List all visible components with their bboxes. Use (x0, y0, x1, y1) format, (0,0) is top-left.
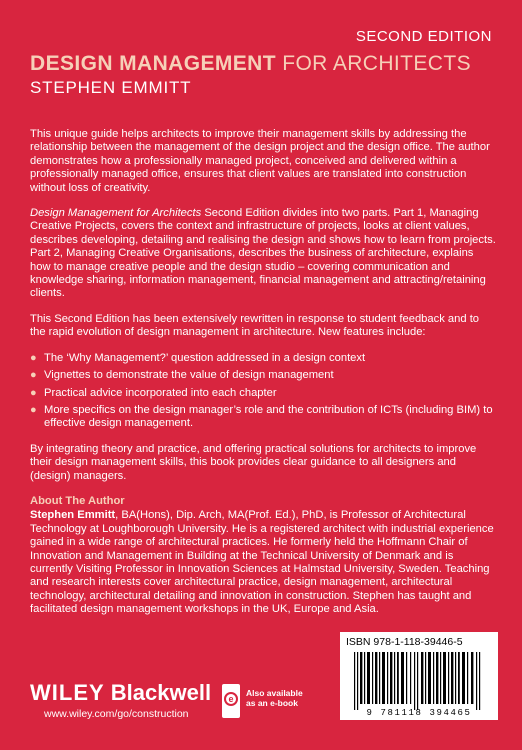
blurb-paragraph-4: By integrating theory and practice, and offering practical solutions for architects to improve their design management skills, this book provides clear guidance to all designers and (design) managers. (30, 442, 477, 482)
blurb-paragraph-3: This Second Edition has been extensively rewritten in response to student feedback and to the rapid evolution of design management in architecture. New features include: (30, 312, 480, 339)
blurb-paragraph-2 (30, 207, 496, 301)
bullet-icon: ● (30, 403, 37, 416)
about-author (30, 495, 496, 617)
list-item (30, 387, 496, 400)
blurb-paragraph-1: This unique guide helps architects to improve their management skills by addressing the relationship between the management of the design project and the design office. The author demonstrates how a professionally managed project, conceived and delivered within a professionally managed office, ensures that client values are translated into construction without loss of creativity. (30, 128, 490, 194)
isbn-box (340, 632, 498, 720)
ebook-note (246, 688, 326, 708)
blurb-title-italic: Design Management for Architects (30, 207, 202, 220)
ebook-icon: e (222, 684, 240, 718)
publisher-url[interactable]: www.wiley.com/go/construction (44, 708, 189, 720)
isbn-text: ISBN 978-1-118-39446-5 (346, 636, 463, 648)
bullet-icon: ● (30, 386, 37, 399)
about-author-bio: , BA(Hons), Dip. Arch, MA(Prof. Ed.), PhD, is Professor of Architectural Technology at Loughborough University. He is a registered architect with industrial experience gained in a wide range of architectural practices. He formerly held the Hoffmann Chair of Innovation and Management in Building at the Technical University of Denmark and is currently Visiting Professor in Innovation Sciences at Halmstad University, Sweden. Teaching and research interests cover architectural practice, design management, architectural technology, architectural detailing and innovation in construction. Stephen has taught and facilitated design management workshops in the UK, Europe and Asia. (30, 509, 494, 616)
blurb (30, 128, 496, 617)
list-item (30, 369, 496, 382)
book-title (30, 52, 471, 76)
publisher-logo (30, 680, 211, 706)
list-item-text: More specifics on the design manager’s role and the contribution of ICTs (including BIM) to effective design management. (44, 403, 493, 430)
blurb-paragraph-2-text: Second Edition divides into two parts. Part 1, Managing Creative Projects, covers the context and infrastructure of projects, looks at client values, describes developing, detailing and realising the design and shows how to learn from projects. Part 2, Managing Creative Organisations, describes the business of architecture, explains how to manage creative people and the design studio – covering communication and knowledge sharing, information management, financial management and attracting/retaining clients. (30, 207, 496, 300)
publisher-wiley: WILEY (30, 680, 105, 705)
ebook-line-2: as an e-book (246, 698, 298, 708)
barcode-number: 9 781118 394465 (366, 708, 472, 718)
bullet-icon: ● (30, 351, 37, 364)
title-light: FOR ARCHITECTS (275, 52, 471, 75)
barcode-icon (350, 652, 488, 710)
author-name: STEPHEN EMMITT (30, 78, 192, 97)
list-item-text: Practical advice incorporated into each chapter (44, 386, 277, 399)
features-list (30, 352, 496, 431)
bullet-icon: ● (30, 369, 37, 382)
list-item-text: The ‘Why Management?’ question addressed in a design context (44, 351, 366, 364)
ebook-line-1: Also available (246, 688, 303, 698)
list-item-text: Vignettes to demonstrate the value of design management (44, 369, 334, 382)
title-bold: DESIGN MANAGEMENT (30, 52, 276, 75)
list-item (30, 352, 496, 365)
publisher-blackwell: Blackwell (104, 680, 212, 705)
list-item (30, 404, 496, 431)
edition-label: SECOND EDITION (355, 28, 492, 45)
about-heading: About The Author (30, 494, 125, 507)
about-author-name: Stephen Emmitt (30, 509, 116, 522)
about-text (30, 509, 496, 616)
